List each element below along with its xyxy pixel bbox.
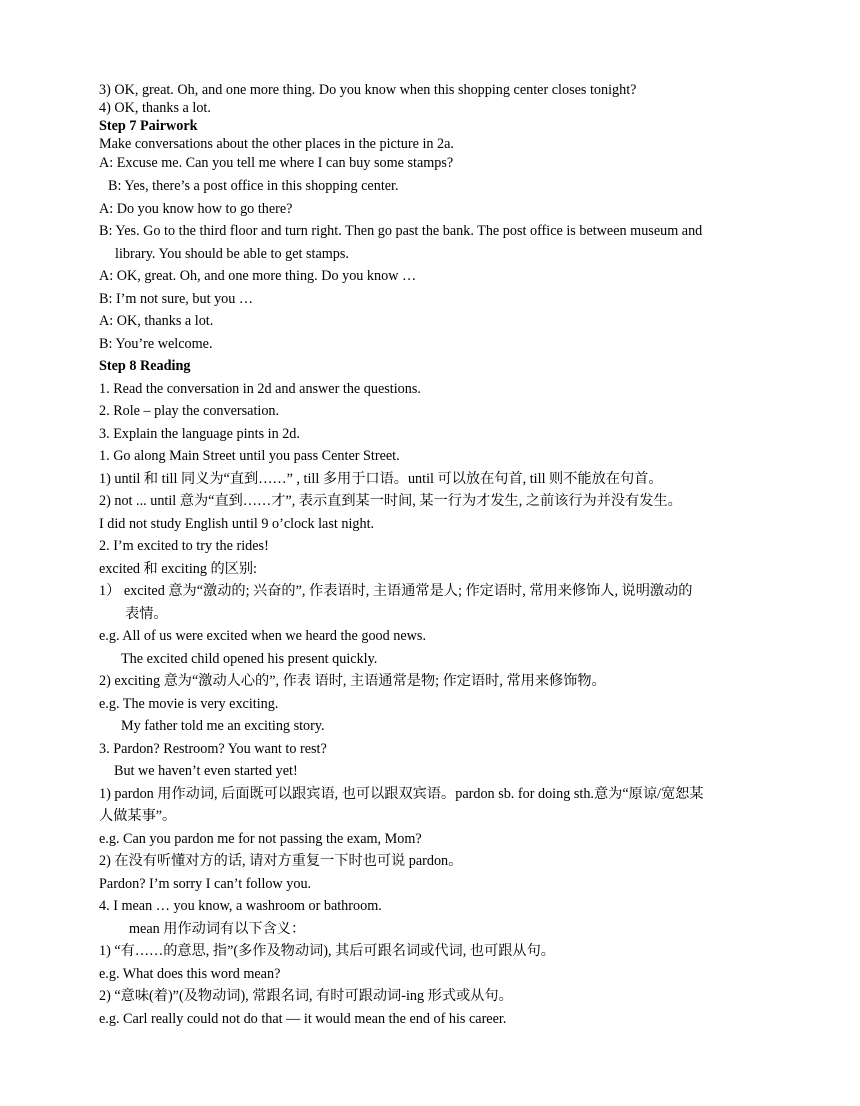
text-line: 2) exciting 意为“激动人心的”, 作表 语时, 主语通常是物; 作定语时, 常用来修饰物。 — [99, 673, 606, 689]
text-line: A: OK, thanks a lot. — [99, 313, 214, 329]
text-line: B: Yes. Go to the third floor and turn right. Then go past the bank. The post office is between museum and — [99, 223, 703, 239]
text-line: 1. Go along Main Street until you pass Center Street. — [99, 448, 400, 464]
text-line: A: Excuse me. Can you tell me where I can buy some stamps? — [99, 155, 454, 171]
text-line: The excited child opened his present quickly. — [121, 651, 378, 667]
text-line: B: Yes, there’s a post office in this shopping center. — [108, 178, 399, 194]
text-line: 4. I mean … you know, a washroom or bathroom. — [99, 898, 382, 914]
text-line: e.g. All of us were excited when we heard the good news. — [99, 628, 426, 644]
text-line: 1. Read the conversation in 2d and answer the questions. — [99, 381, 421, 397]
text-line: 1) until 和 till 同义为“直到……” , till 多用于口语。until 可以放在句首, till 则不能放在句首。 — [99, 471, 663, 487]
text-line: e.g. The movie is very exciting. — [99, 696, 279, 712]
text-line: 2) “意味(着)”(及物动词), 常跟名词, 有时可跟动词-ing 形式或从句。 — [99, 988, 513, 1004]
text-line: Pardon? I’m sorry I can’t follow you. — [99, 876, 312, 892]
text-line: 3. Explain the language pints in 2d. — [99, 426, 300, 442]
text-line: 3) OK, great. Oh, and one more thing. Do you know when this shopping center closes tonight? — [99, 82, 637, 98]
text-line: mean 用作动词有以下含义： — [129, 921, 306, 937]
text-line: 4) OK, thanks a lot. — [99, 100, 211, 116]
step-heading: Step 8 Reading — [99, 358, 191, 374]
text-line: e.g. Carl really could not do that — it would mean the end of his career. — [99, 1011, 507, 1027]
text-line: 2) 在没有听懂对方的话, 请对方重复一下时也可说 pardon。 — [99, 853, 463, 869]
text-line: 2. I’m excited to try the rides! — [99, 538, 269, 554]
step-heading: Step 7 Pairwork — [99, 118, 198, 134]
text-line: 2. Role – play the conversation. — [99, 403, 280, 419]
text-line: 表情。 — [125, 606, 168, 622]
text-line: excited 和 exciting 的区别: — [99, 561, 257, 577]
text-line: A: Do you know how to go there? — [99, 201, 293, 217]
text-line: 1） excited 意为“激动的; 兴奋的”, 作表语时, 主语通常是人; 作定语时, 常用来修饰人, 说明激动的 — [99, 583, 693, 599]
text-line: But we haven’t even started yet! — [114, 763, 298, 779]
text-line: 1) “有……的意思, 指”(多作及物动词), 其后可跟名词或代词, 也可跟从句。 — [99, 943, 555, 959]
text-line: e.g. What does this word mean? — [99, 966, 281, 982]
text-line: 1) pardon 用作动词, 后面既可以跟宾语, 也可以跟双宾语。pardon sb. for doing sth.意为“原谅/宽恕某 — [99, 786, 704, 802]
text-line: 3. Pardon? Restroom? You want to rest? — [99, 741, 327, 757]
text-line: A: OK, great. Oh, and one more thing. Do you know … — [99, 268, 417, 284]
text-line: library. You should be able to get stamps. — [115, 246, 349, 262]
text-line: e.g. Can you pardon me for not passing the exam, Mom? — [99, 831, 422, 847]
text-line: My father told me an exciting story. — [121, 718, 325, 734]
text-line: B: I’m not sure, but you … — [99, 291, 254, 307]
text-line: 2) not ... until 意为“直到……才”, 表示直到某一时间, 某一行为才发生, 之前该行为并没有发生。 — [99, 493, 682, 509]
text-line: Make conversations about the other places in the picture in 2a. — [99, 136, 454, 152]
text-line: B: You’re welcome. — [99, 336, 213, 352]
text-line: I did not study English until 9 o’clock last night. — [99, 516, 375, 532]
text-line: 人做某事”。 — [99, 808, 177, 824]
